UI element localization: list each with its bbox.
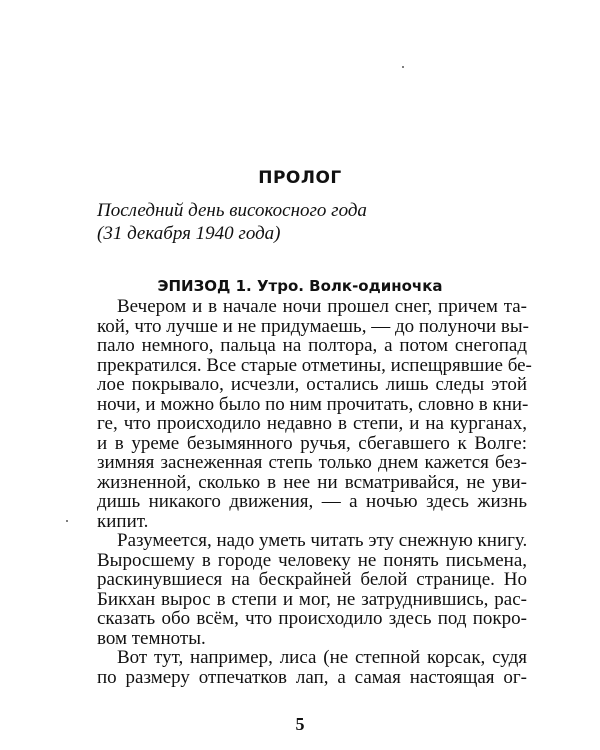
body-text-line: лое покрывало, исчезли, остались лишь следы этой (97, 374, 527, 395)
body-text-line: дишь никакого движения, — а ночью здесь жизнь (97, 491, 527, 512)
body-text-line: кипит. (97, 510, 149, 532)
body-text-line: Бикхан вырос в степи и мог, не затруднившись, рас- (97, 588, 527, 610)
body-text-line: пало немного, пальца на полтора, а потом снегопад (97, 335, 527, 356)
scan-speck (402, 66, 404, 68)
body-text-line: Разумеется, надо уметь читать эту снежную книгу. (117, 530, 528, 551)
body-text-line: и в уреме безымянного ручья, сбегавшего к Волге: (97, 432, 527, 454)
body-text-line: сказать обо всём, что происходило здесь под покро- (97, 608, 527, 629)
body-text-line: Вот тут, например, лиса (не степной корсак, судя (117, 647, 527, 668)
body-text-line: по размеру отпечатков лап, а самая настоящая ог- (97, 666, 527, 688)
body-text-line: Вечером и в начале ночи прошел снег, причем та- (117, 296, 527, 317)
body-text-line: зимняя заснеженная степь только днем кажется без- (97, 452, 527, 473)
subtitle-line: (31 декабря 1940 года) (97, 223, 281, 244)
page-number: 5 (295, 714, 305, 734)
subtitle-line: Последний день високосного года (97, 200, 367, 221)
prologue-title: ПРОЛОГ (258, 168, 342, 188)
body-text-line: кой, что лучше и не придумаешь, — до полуночи вы- (97, 315, 529, 337)
body-text-line: вом темноты. (97, 627, 206, 649)
body-text-line: ге, что происходило недавно в степи, и на курганах, (97, 413, 527, 434)
body-text-line: жизненной, сколько в нее ни всматривайся, не уви- (97, 471, 527, 493)
body-text-line: прекратился. Все старые отметины, испещрявшие бе- (97, 354, 532, 376)
body-text-line: раскинувшиеся на бескрайней белой странице. Но (97, 569, 527, 590)
body-text-line: Выросшему в городе человеку не понять письмена, (97, 549, 527, 571)
scan-speck (66, 520, 68, 522)
episode-title: ЭПИЗОД 1. Утро. Волк-одиночка (157, 277, 443, 295)
body-text-line: ночи, и можно было по ним прочитать, словно в кни- (97, 393, 529, 415)
